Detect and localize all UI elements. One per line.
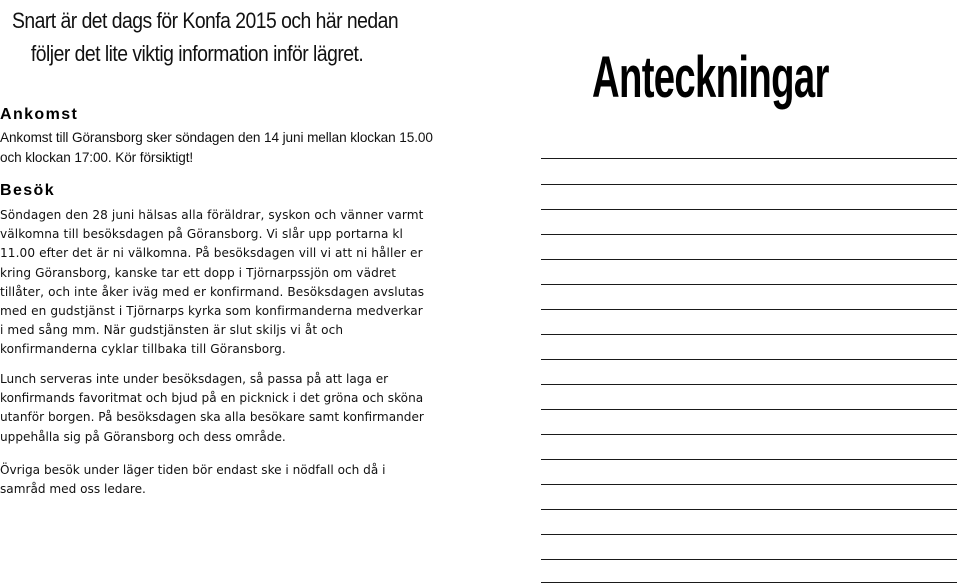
intro-text xyxy=(12,4,476,70)
note-line xyxy=(541,384,957,385)
besok-paragraph: Söndagen den 28 juni hälsas alla föräldrar, syskon och vänner varmt välkomna till besöksdagen på Göransborg. Vi slår upp portarna kl 11.00 efter det är ni välkomna. På besöksdagen vill vi att ni håller er kring Göransborg, kanske tar ett dopp i Tjörnarpssjön om vädret tillåter, och inte åker iväg med er konfirmand. Besöksdagen avslutas med en gudstjänst i Tjörnarps kyrka som konfirmanderna medverkar i med sång mm. När gudstjänsten är slut skiljs vi åt och konfirmanderna cyklar tillbaka till Göransborg. xyxy=(0,208,425,357)
notes-title: Anteckningar xyxy=(592,45,829,110)
note-line xyxy=(541,184,957,185)
note-line xyxy=(541,509,957,510)
note-line xyxy=(541,234,957,235)
ankomst-heading: Ankomst xyxy=(0,106,79,123)
note-line xyxy=(541,309,957,310)
note-line xyxy=(541,209,957,210)
note-line xyxy=(541,334,957,335)
note-line xyxy=(541,434,957,435)
note-line xyxy=(541,484,957,485)
note-line xyxy=(541,559,957,560)
intro-line-2: följer det lite viktig information inför lägret. xyxy=(30,41,364,66)
lunch-paragraph: Lunch serveras inte under besöksdagen, så passa på att laga er konfirmands favoritmat och bjud på en picknick i det gröna och sköna utanför borgen. På besöksdagen ska alla besökare samt konfirmander uppehålla sig på Göransborg och dess område. xyxy=(0,372,424,444)
note-line xyxy=(541,459,957,460)
intro-line-1: Snart är det dags för Konfa 2015 och här nedan xyxy=(12,8,399,33)
note-line xyxy=(541,259,957,260)
note-line xyxy=(541,284,957,285)
ovriga-paragraph: Övriga besök under läger tiden bör endast ske i nödfall och då i samråd med oss ledare. xyxy=(0,463,386,497)
notes-lines xyxy=(541,0,959,585)
note-line xyxy=(541,359,957,360)
note-line xyxy=(541,582,957,583)
note-line xyxy=(541,158,957,159)
note-line xyxy=(541,534,957,535)
ankomst-paragraph: Ankomst till Göransborg sker söndagen den 14 juni mellan klockan 15.00 och klockan 17:00. Kör försiktigt! xyxy=(0,130,433,165)
note-line xyxy=(541,409,957,410)
besok-heading: Besök xyxy=(0,182,56,199)
